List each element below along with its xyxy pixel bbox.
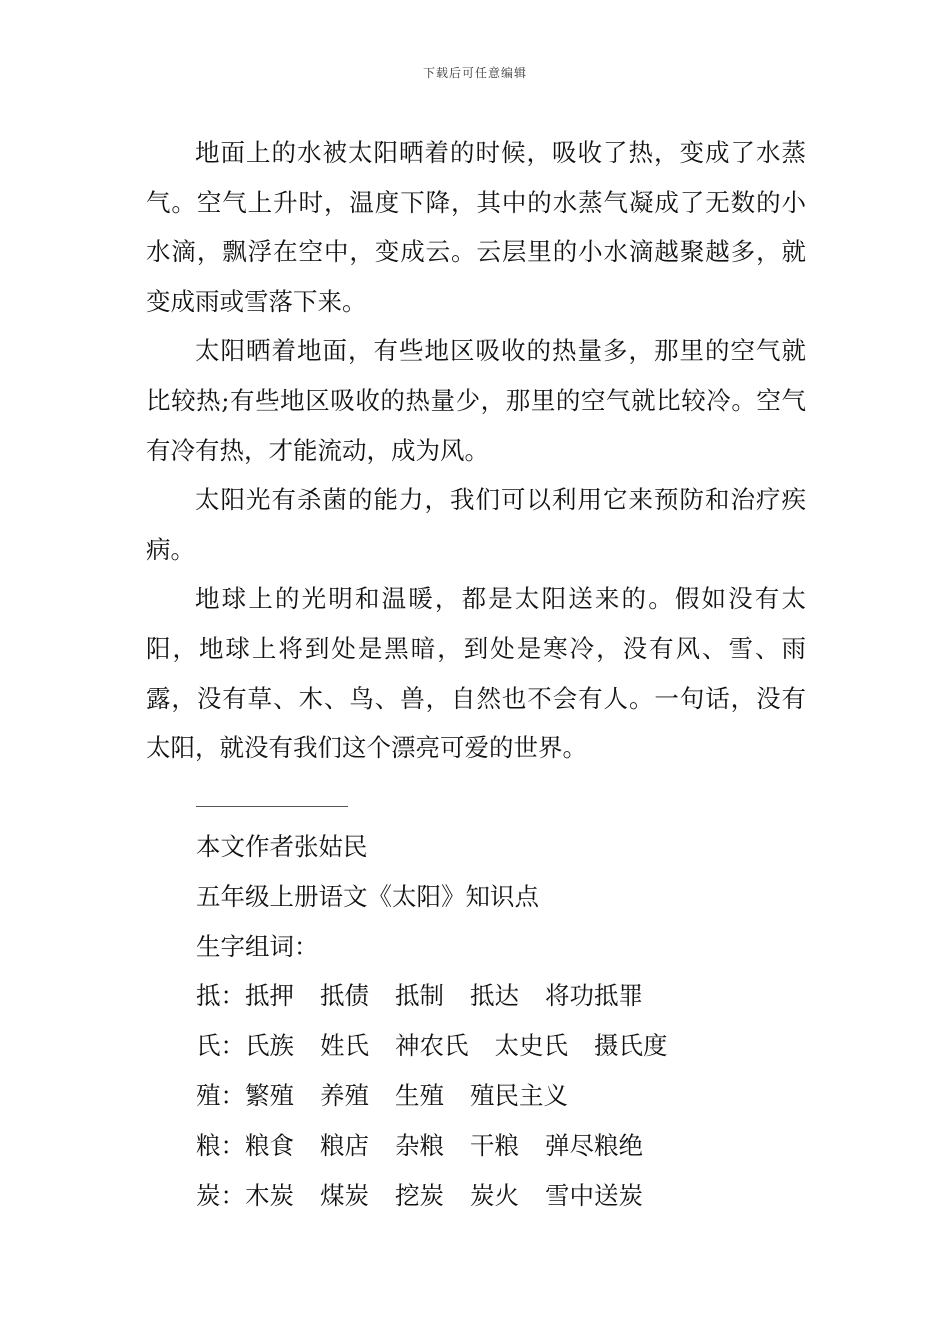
vocab-word: 抵达 [470, 981, 519, 1011]
vocab-char: 殖： [196, 1080, 245, 1110]
vocab-word: 煤炭 [320, 1180, 369, 1210]
vocab-list [196, 971, 816, 1220]
paragraph-wind: 太阳晒着地面，有些地区吸收的热量多，那里的空气就比较热;有些地区吸收的热量少，那里的空气就比较冷。空气有冷有热，才能流动，成为风。 [146, 336, 806, 465]
vocab-row [196, 971, 816, 1021]
paragraph-conclusion: 地球上的光明和温暖，都是太阳送来的。假如没有太阳，地球上将到处是黑暗，到处是寒冷，没有风、雪、雨露，没有草、木、鸟、兽，自然也不会有人。一句话，没有太阳，就没有我们这个漂亮可爱的世界。 [146, 584, 806, 763]
article-body [146, 128, 806, 773]
vocab-word: 神农氏 [395, 1031, 469, 1061]
vocab-word: 殖民主义 [470, 1080, 568, 1110]
paragraph-sterilize: 太阳光有杀菌的能力，我们可以利用它来预防和治疗疾病。 [146, 485, 806, 564]
vocab-word: 将功抵罪 [545, 981, 643, 1011]
vocab-word: 养殖 [320, 1080, 369, 1110]
vocab-row [196, 1021, 816, 1071]
vocab-char: 炭： [196, 1180, 245, 1210]
vocab-word: 繁殖 [245, 1080, 294, 1110]
vocab-word: 挖炭 [395, 1180, 444, 1210]
vocab-word: 抵制 [395, 981, 444, 1011]
vocab-word: 抵押 [245, 981, 294, 1011]
page-header: 下载后可任意编辑 [422, 66, 527, 80]
vocab-word: 弹尽粮绝 [545, 1130, 643, 1160]
vocab-word: 木炭 [245, 1180, 294, 1210]
section-title: 五年级上册语文《太阳》知识点 [196, 881, 539, 911]
vocab-char: 氏： [196, 1031, 245, 1061]
vocab-title: 生字组词： [196, 931, 319, 961]
vocab-word: 生殖 [395, 1080, 444, 1110]
vocab-word: 抵债 [320, 981, 369, 1011]
vocab-row [196, 1171, 816, 1221]
vocab-word: 姓氏 [320, 1031, 369, 1061]
author-line: 本文作者张姑民 [196, 832, 368, 861]
notes-section [196, 822, 816, 1220]
vocab-word: 炭火 [470, 1180, 519, 1210]
vocab-word: 杂粮 [395, 1130, 444, 1160]
vocab-word: 干粮 [470, 1130, 519, 1160]
vocab-word: 太史氏 [494, 1031, 568, 1061]
footnote-divider [196, 806, 348, 807]
vocab-word: 摄氏度 [594, 1031, 668, 1061]
vocab-word: 粮食 [245, 1130, 294, 1160]
vocab-char: 粮： [196, 1130, 245, 1160]
vocab-char: 抵： [196, 981, 245, 1011]
paragraph-water-cycle: 地面上的水被太阳晒着的时候，吸收了热，变成了水蒸气。空气上升时，温度下降，其中的水蒸气凝成了无数的小水滴，飘浮在空中，变成云。云层里的小水滴越聚越多，就变成雨或雪落下来。 [146, 138, 806, 316]
vocab-row [196, 1121, 816, 1171]
vocab-row [196, 1071, 816, 1121]
vocab-word: 氏族 [245, 1031, 294, 1061]
vocab-word: 雪中送炭 [545, 1180, 643, 1210]
vocab-word: 粮店 [320, 1130, 369, 1160]
